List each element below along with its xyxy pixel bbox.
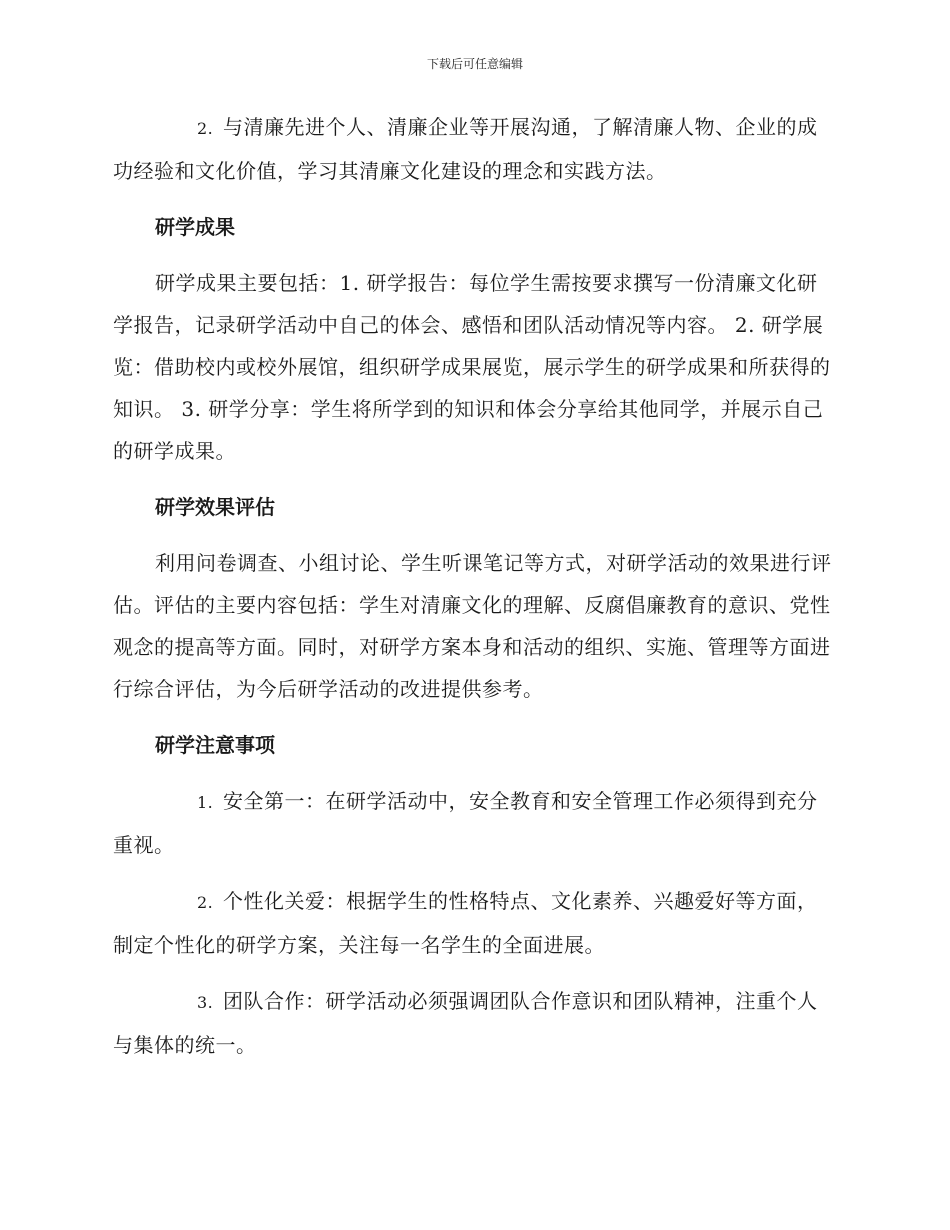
list-item-text: 安全第一：在研学活动中，安全教育和安全管理工作必须得到充分重视。 [113,789,818,857]
results-paragraph: 研学成果主要包括：1. 研学报告：每位学生需按要求撰写一份清廉文化研学报告，记录研学活动中自己的体会、感悟和团队活动情况等内容。 2. 研学展览：借助校内或校外展馆，组织研学成果展览，展示学生的研学成果和所获得的知识。 3. 研学分享：学生将所学到的知识和体会分享给其他同学，并展示自己的研学成果。 [113,271,831,463]
list-number: 1. [197,793,214,812]
notes-list-item [113,880,835,966]
section-heading-notes: 研学注意事项 [155,733,275,757]
intro-list-item [113,106,835,192]
list-number: 2. [197,119,214,138]
section-heading-results: 研学成果 [155,215,235,239]
notes-list-item [113,980,835,1066]
section-heading-evaluation: 研学效果评估 [155,495,275,519]
list-number: 2. [197,893,214,912]
document-body [113,106,835,1066]
evaluation-paragraph: 利用问卷调查、小组讨论、学生听课笔记等方式，对研学活动的效果进行评估。评估的主要内容包括：学生对清廉文化的理解、反腐倡廉教育的意识、党性观念的提高等方面。同时，对研学方案本身和活动的组织、实施、管理等方面进行综合评估，为今后研学活动的改进提供参考。 [113,551,832,701]
notes-list-item [113,780,835,866]
list-item-text: 个性化关爱：根据学生的性格特点、文化素养、兴趣爱好等方面，制定个性化的研学方案，关注每一名学生的全面进展。 [113,889,818,957]
list-number: 3. [197,993,214,1012]
list-item-text: 团队合作：研学活动必须强调团队合作意识和团队精神，注重个人与集体的统一。 [113,989,818,1057]
list-item-text: 与清廉先进个人、清廉企业等开展沟通，了解清廉人物、企业的成功经验和文化价值，学习其清廉文化建设的理念和实践方法。 [113,115,818,183]
header-note: 下载后可任意编辑 [426,57,523,71]
